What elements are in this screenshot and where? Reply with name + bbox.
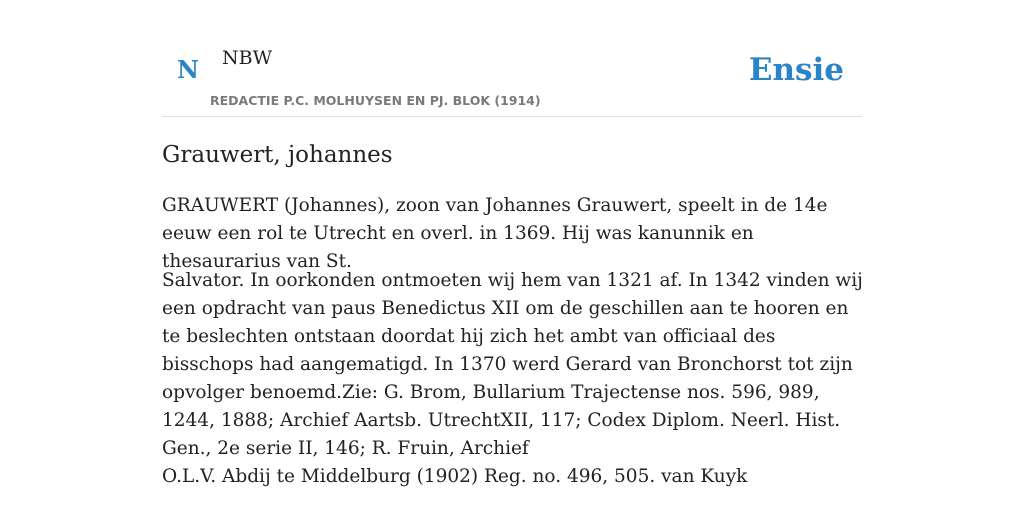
article-paragraph-1: GRAUWERT (Johannes), zoon van Johannes Grauwert, speelt in de 14e eeuw een rol te Utrecht en overl. in 1369. Hij was kanunnik en thesaurarius van St. (162, 195, 828, 272)
source-logo-icon[interactable]: N (177, 55, 199, 84)
brand-logo[interactable]: Ensie (748, 52, 844, 88)
source-title[interactable]: NBW (222, 47, 273, 69)
article-paragraph-2: Salvator. In oorkonden ontmoeten wij hem van 1321 af. In 1342 vinden wij een opdracht van paus Benedictus XII om de geschillen aan te hooren en te beslechten ontstaan doordat hij zich het ambt van officiaal des bisschops had aangematigd. In 1370 werd Gerard van Bronchorst tot zijn opvolger benoemd.Zie: G. Brom, Bullarium Trajectense nos. 596, 989, 1244, 1888; Archief Aartsb. UtrechtXII, 117; Codex Diplom. Neerl. Hist. Gen., 2e serie II, 146; R. Fruin, Archief (162, 270, 863, 459)
article-title: Grauwert, johannes (162, 142, 393, 168)
article-paragraph-3: O.L.V. Abdij te Middelburg (1902) Reg. no. 496, 505. van Kuyk (162, 466, 748, 487)
header (162, 0, 862, 117)
source-subtitle: REDACTIE P.C. MOLHUYSEN EN PJ. BLOK (1914) (210, 93, 541, 108)
